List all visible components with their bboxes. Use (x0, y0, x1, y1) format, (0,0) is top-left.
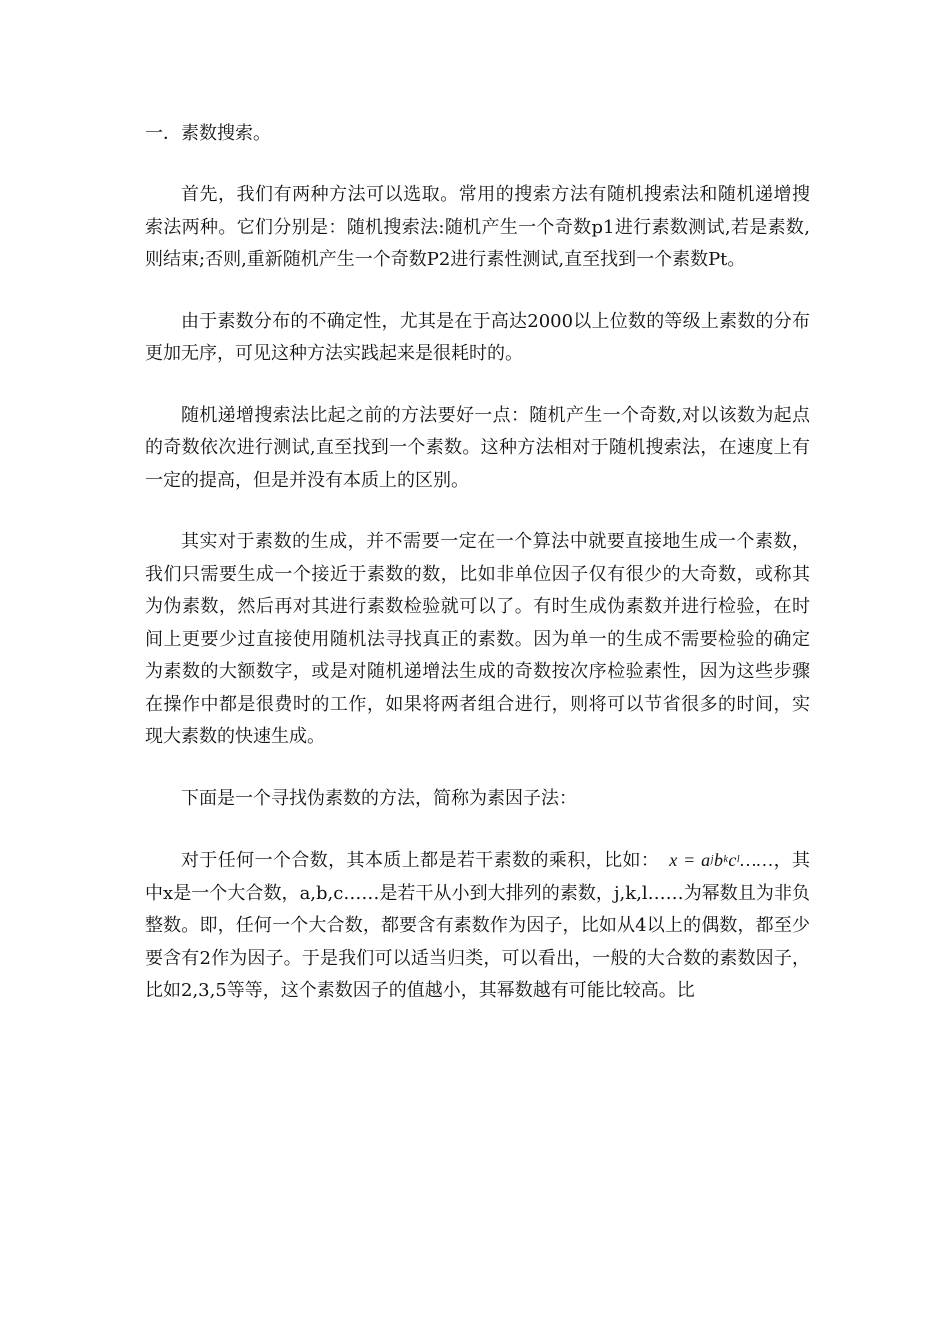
factorization-formula: $x = a^jb^kc^l\dots\dots$ (669, 850, 774, 870)
paragraph-search-methods: 首先，我们有两种方法可以选取。常用的搜索方法有随机搜索法和随机递增搜索法两种。它们分别是：随机搜索法:随机产生一个奇数p1进行素数测试,若是素数,则结束;否则,重新随机产生一个奇数P2进行素性测试,直至找到一个素数Pt。 (145, 184, 810, 270)
paragraph-composite (145, 844, 810, 1008)
section-heading: 一．素数搜索。 (145, 123, 271, 144)
document-page (145, 118, 810, 1008)
paragraph-pseudoprime: 其实对于素数的生成，并不需要一定在一个算法中就要直接地生成一个素数，我们只需要生成一个接近于素数的数，比如非单位因子仅有很少的大奇数，或称其为伪素数，然后再对其进行素数检验就可以了。有时生成伪素数并进行检验，在时间上更要少过直接使用随机法寻找真正的素数。因为单一的生成不需要检验的确定为素数的大额数字，或是对随机递增法生成的奇数按次序检验素性，因为这些步骤在操作中都是很费时的工作，如果将两者组合进行，则将可以节省很多的时间，实现大素数的快速生成。 (145, 531, 810, 747)
paragraph-distribution: 由于素数分布的不确定性，尤其是在于高达2000以上位数的等级上素数的分布更加无序，可见这种方法实践起来是很耗时的。 (145, 310, 810, 364)
paragraph-incremental-search: 随机递增搜索法比起之前的方法要好一点：随机产生一个奇数,对以该数为起点的奇数依次进行测试,直至找到一个素数。这种方法相对于随机搜索法，在速度上有一定的提高，但是并没有本质上的区别。 (145, 404, 810, 491)
composite-intro-text: 对于任何一个合数，其本质上都是若干素数的乘积，比如： (181, 850, 660, 871)
paragraph-prime-factor-method: 下面是一个寻找伪素数的方法，简称为素因子法： (181, 787, 577, 809)
composite-explanation-text: ，其中x是一个大合数，a,b,c……是若干从小到大排列的素数，j,k,l……为幂数且为非负整数。即，任何一个大合数，都要含有素数作为因子，比如从4以上的偶数，都至少要含有2作为因子。于是我们可以适当归类，可以看出，一般的大合数的素数因子，比如2,3,5等等，这个素数因子的值越小，其幂数越有可能比较高。比 (145, 850, 811, 1001)
